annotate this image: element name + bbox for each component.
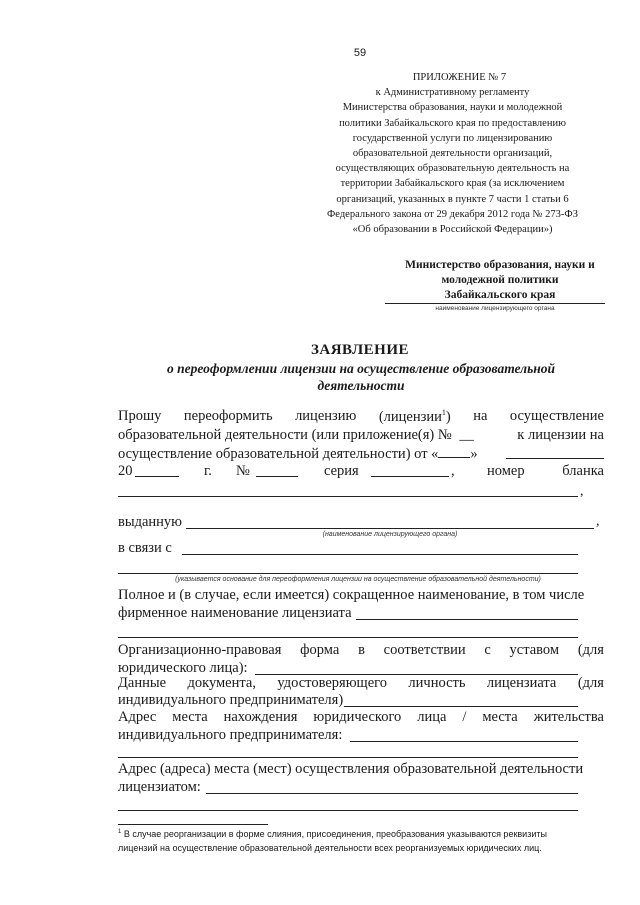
name-field[interactable] bbox=[356, 619, 578, 620]
footnote-separator bbox=[118, 824, 268, 825]
license-number-field[interactable] bbox=[256, 463, 298, 477]
document-title: ЗАЯВЛЕНИЕ bbox=[310, 342, 410, 358]
reason-field-2[interactable] bbox=[118, 573, 578, 574]
name-field-2[interactable] bbox=[118, 637, 578, 638]
appendix-line: Федерального закона от 29 декабря 2012 года № 273-ФЗ bbox=[327, 208, 578, 220]
word: на bbox=[473, 408, 488, 424]
appendix-line: государственной услуги по лицензированию bbox=[352, 132, 553, 144]
id-document-label-cont: индивидуального предпринимателя) bbox=[118, 692, 344, 708]
issued-by-field[interactable] bbox=[186, 528, 594, 529]
appendix-line: организаций, указанных в пункте 7 части 1 статьи 6 bbox=[336, 193, 569, 205]
address-label: Адрес места нахождения юридического лица / места жительства bbox=[118, 709, 604, 725]
date-month-field[interactable] bbox=[506, 458, 604, 459]
name-label-cont: фирменное наименование лицензиата bbox=[118, 605, 352, 621]
appendix-line: Министерства образования, науки и молодежной bbox=[342, 102, 563, 114]
appendix-line: «Об образовании в Российской Федерации») bbox=[352, 224, 553, 236]
document-subtitle: о переоформлении лицензии на осуществление образовательной bbox=[166, 361, 556, 376]
request-line-1 bbox=[118, 408, 604, 426]
address-field[interactable] bbox=[350, 741, 578, 742]
year-field[interactable] bbox=[135, 463, 179, 477]
issued-caption: (наименование лицензирующего органа) bbox=[322, 531, 458, 538]
word: (лицензии bbox=[378, 408, 442, 425]
addressee-line: Забайкальского края bbox=[444, 289, 556, 301]
org-form-label: Организационно-правовая форма в соответствии с уставом (для bbox=[118, 642, 604, 658]
addressee-block bbox=[385, 258, 615, 303]
comma: , bbox=[580, 484, 584, 499]
appendix-line: политики Забайкальского края по предоставлению bbox=[339, 117, 566, 129]
footnote-line-1: $^1$ В случае реорганизации в форме слияния, присоединения, преобразования указываются реквизиты bbox=[118, 829, 547, 839]
date-day-field[interactable] bbox=[438, 445, 470, 458]
comma: , bbox=[596, 514, 600, 529]
activity-address-field[interactable] bbox=[206, 793, 578, 794]
appendix-line: к Административному регламенту bbox=[375, 87, 530, 99]
request-line-4: 20 г. № серия , номер бланка bbox=[118, 463, 604, 479]
appendix-block bbox=[300, 70, 605, 237]
appendix-number-field[interactable]: __ bbox=[459, 427, 474, 443]
appendix-line: территории Забайкальского края (за исключением bbox=[340, 178, 565, 190]
footnote-mark: 1 bbox=[118, 829, 122, 835]
appendix-title: ПРИЛОЖЕНИЕ № 7 bbox=[412, 72, 507, 83]
word: Прошу bbox=[118, 408, 162, 424]
issued-label: выданную bbox=[118, 514, 183, 530]
request-line-2: образовательной деятельности (или приложение(я) № __ к лицензии на bbox=[118, 427, 604, 443]
name-label: Полное и (в случае, если имеется) сокращенное наименование, в том числе bbox=[118, 587, 585, 603]
request-line-3: осуществление образовательной деятельности) от « » bbox=[118, 446, 478, 462]
series-field[interactable] bbox=[371, 463, 449, 477]
blank-number-field[interactable] bbox=[118, 496, 578, 497]
addressee-underline bbox=[385, 303, 605, 304]
word: лицензию bbox=[295, 408, 357, 424]
document-subtitle-cont: деятельности bbox=[317, 378, 405, 393]
reason-caption: (указывается основание для переоформления лицензии на осуществление образовательной деятельности) bbox=[175, 576, 541, 583]
org-form-label-cont: юридического лица): bbox=[118, 660, 248, 676]
page-number: 59 bbox=[353, 47, 367, 59]
id-document-field[interactable] bbox=[344, 706, 578, 707]
activity-address-field-2[interactable] bbox=[118, 810, 578, 811]
word: ) bbox=[445, 408, 451, 425]
addressee-line: молодежной политики bbox=[441, 274, 559, 286]
addressee-line: Министерство образования, науки и bbox=[405, 259, 595, 271]
appendix-lines bbox=[300, 85, 605, 237]
addressee-caption: наименование лицензирующего органа bbox=[435, 305, 555, 312]
address-field-2[interactable] bbox=[118, 757, 578, 758]
id-document-label: Данные документа, удостоверяющего личность лицензиата (для bbox=[118, 675, 604, 691]
footnote-line-2: лицензий на осуществление образовательной деятельности всех реорганизуемых юридических лиц. bbox=[118, 843, 542, 853]
address-label-cont: индивидуального предпринимателя: bbox=[118, 727, 343, 743]
word: осуществление bbox=[509, 408, 604, 424]
word: переоформить bbox=[183, 408, 273, 424]
appendix-line: осуществляющих образовательную деятельность на bbox=[335, 163, 570, 175]
reason-field[interactable] bbox=[182, 554, 578, 555]
reason-label: в связи с bbox=[118, 540, 172, 556]
footnote-ref: 1 bbox=[441, 408, 446, 417]
activity-address-label-cont: лицензиатом: bbox=[118, 779, 201, 795]
activity-address-label: Адрес (адреса) места (мест) осуществления образовательной деятельности bbox=[118, 761, 584, 777]
appendix-line: образовательной деятельности организаций, bbox=[352, 148, 553, 160]
